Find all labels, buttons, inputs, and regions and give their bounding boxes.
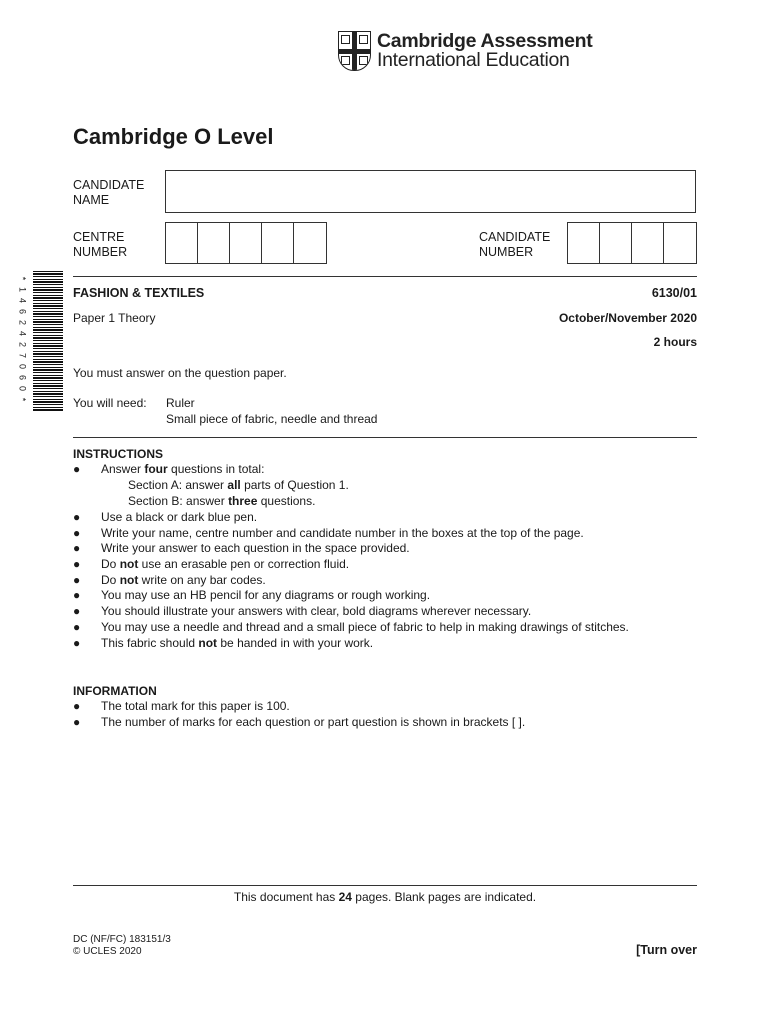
- instruction-text: You may use an HB pencil for any diagrams or rough working.: [101, 588, 431, 602]
- logo-line-1: Cambridge Assessment: [377, 30, 593, 52]
- duration: 2 hours: [653, 335, 697, 349]
- label-line: NUMBER: [73, 245, 128, 259]
- subject: FASHION & TEXTILES: [73, 286, 205, 300]
- barcode-digit: 6: [17, 374, 28, 380]
- instruction-subitem: Section B: answer three questions.: [128, 494, 316, 508]
- instruction-subitem: Section A: answer all parts of Question 1.: [128, 478, 349, 492]
- instruction-text: You may use a needle and thread and a small piece of fabric to help in making drawings of stitches.: [101, 620, 629, 634]
- divider: [73, 885, 697, 886]
- digit-box[interactable]: [294, 223, 326, 263]
- logo-text: [377, 32, 592, 70]
- must-answer-note: You must answer on the question paper.: [73, 366, 287, 380]
- digit-box[interactable]: [230, 223, 262, 263]
- label-line: CENTRE: [73, 230, 125, 244]
- barcode-digit: 2: [17, 341, 28, 347]
- turn-over-note: [Turn over: [636, 943, 697, 957]
- candidate-name-field[interactable]: [165, 170, 696, 213]
- copyright: © UCLES 2020: [73, 946, 142, 957]
- instruction-text: Do not use an erasable pen or correction fluid.: [101, 557, 350, 571]
- label-line: CANDIDATE: [73, 178, 145, 192]
- instruction-text: Use a black or dark blue pen.: [101, 510, 258, 524]
- digit-box[interactable]: [568, 223, 600, 263]
- bullet-icon: ●: [73, 588, 81, 602]
- logo-line-2: International Education: [377, 49, 570, 71]
- bullet-icon: ●: [73, 620, 81, 634]
- digit-box[interactable]: [166, 223, 198, 263]
- paper-name: Paper 1 Theory: [73, 311, 156, 325]
- barcode-digit: 6: [17, 308, 28, 314]
- information-text: The number of marks for each question or part question is shown in brackets [ ].: [101, 715, 526, 729]
- barcode-number: [14, 271, 30, 411]
- information-heading: INFORMATION: [73, 684, 157, 698]
- bullet-icon: ●: [73, 526, 81, 540]
- barcode-digit: 4: [17, 297, 28, 303]
- digit-box[interactable]: [664, 223, 696, 263]
- digit-box[interactable]: [262, 223, 294, 263]
- barcode-digit: 2: [17, 319, 28, 325]
- bullet-icon: ●: [73, 699, 81, 713]
- bullet-icon: ●: [73, 557, 81, 571]
- cambridge-logo: [338, 31, 592, 71]
- label-line: CANDIDATE: [479, 230, 551, 244]
- bullet-icon: ●: [73, 604, 81, 618]
- page-title: Cambridge O Level: [73, 124, 274, 149]
- instruction-text: Write your name, centre number and candidate number in the boxes at the top of the page.: [101, 526, 584, 540]
- candidate-number-field[interactable]: [567, 222, 697, 264]
- crest-icon: [338, 31, 371, 71]
- instruction-text: This fabric should not be handed in with your work.: [101, 636, 374, 650]
- barcode-digit: 0: [17, 363, 28, 369]
- digit-box[interactable]: [632, 223, 664, 263]
- label-line: NAME: [73, 193, 110, 207]
- instruction-text: Answer four questions in total:: [101, 462, 265, 476]
- barcode: [33, 271, 63, 411]
- label-line: NUMBER: [479, 245, 534, 259]
- bullet-icon: ●: [73, 541, 81, 555]
- candidate-name-label: [73, 178, 144, 208]
- divider: [73, 437, 697, 438]
- instructions-heading: INSTRUCTIONS: [73, 447, 163, 461]
- page-count-note: This document has 24 pages. Blank pages are indicated.: [233, 890, 537, 904]
- you-will-need-label: You will need:: [73, 396, 147, 410]
- instruction-text: Write your answer to each question in the space provided.: [101, 541, 410, 555]
- bullet-icon: ●: [73, 462, 81, 476]
- digit-box[interactable]: [198, 223, 230, 263]
- syllabus-code: 6130/01: [651, 286, 697, 300]
- barcode-digit: 4: [17, 330, 28, 336]
- document-reference: DC (NF/FC) 183151/3: [73, 934, 171, 945]
- candidate-number-label: [479, 230, 550, 260]
- instruction-text: You should illustrate your answers with clear, bold diagrams wherever necessary.: [101, 604, 532, 618]
- centre-number-label: [73, 230, 127, 260]
- bullet-icon: ●: [73, 510, 81, 524]
- instruction-text: Do not write on any bar codes.: [101, 573, 266, 587]
- barcode-digit: 0: [17, 385, 28, 391]
- centre-number-field[interactable]: [165, 222, 327, 264]
- barcode-digit: 1: [17, 286, 28, 292]
- barcode-digit: *: [17, 276, 28, 281]
- divider: [73, 276, 697, 277]
- bullet-icon: ●: [73, 715, 81, 729]
- bullet-icon: ●: [73, 573, 81, 587]
- barcode-digit: *: [17, 397, 28, 402]
- digit-box[interactable]: [600, 223, 632, 263]
- barcode-digit: 7: [17, 352, 28, 358]
- exam-session: October/November 2020: [558, 311, 697, 325]
- information-text: The total mark for this paper is 100.: [101, 699, 290, 713]
- need-item-fabric: Small piece of fabric, needle and thread: [166, 412, 378, 426]
- need-item-ruler: Ruler: [166, 396, 195, 410]
- bullet-icon: ●: [73, 636, 81, 650]
